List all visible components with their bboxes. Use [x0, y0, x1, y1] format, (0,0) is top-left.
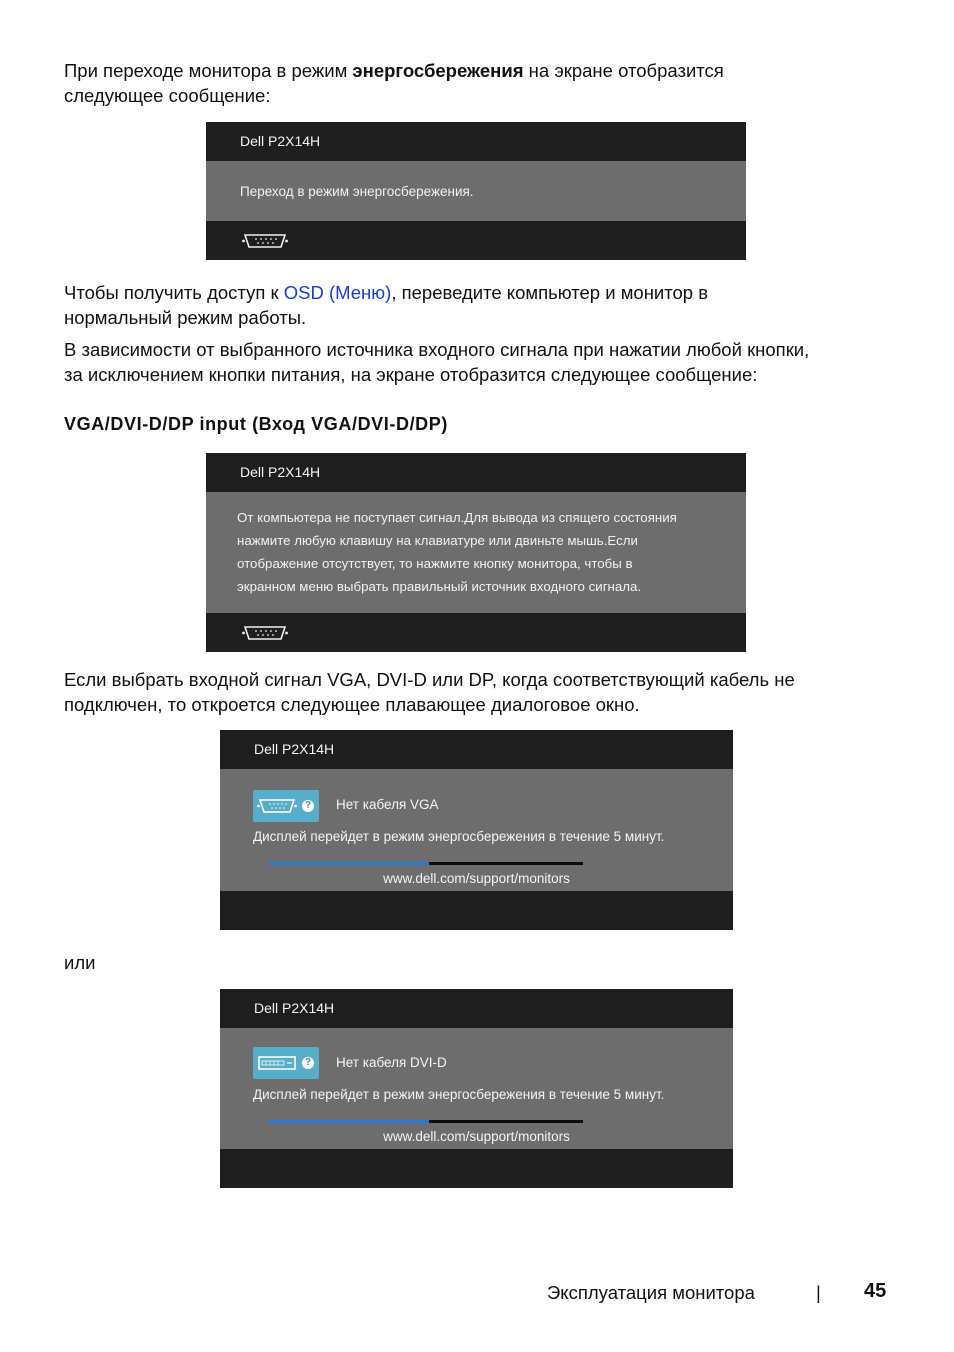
intro-bold-text: энергосбережения	[352, 60, 524, 81]
osd-message: Переход в режим энергосбережения.	[240, 184, 474, 199]
osd-message-line: нажмите любую клавишу на клавиатуре или двиньте мышь.Если	[237, 533, 638, 548]
countdown-progress-fill	[268, 1120, 429, 1123]
osd-footer-bar	[206, 221, 746, 260]
support-url: www.dell.com/support/monitors	[383, 1129, 570, 1144]
osd-no-dvi-cable-dialog	[220, 989, 733, 1188]
input-source-line1: В зависимости от выбранного источника входного сигнала при нажатии любой кнопки,	[64, 339, 810, 360]
dvi-cable-badge	[253, 1047, 319, 1079]
input-source-line2: за исключением кнопки питания, на экране отобразится следующее сообщение:	[64, 364, 758, 385]
no-cable-label: Нет кабеля VGA	[336, 797, 439, 812]
help-icon[interactable]: ?	[302, 1057, 314, 1069]
osd-footer-bar	[220, 1149, 733, 1188]
no-cable-line1: Если выбрать входной сигнал VGA, DVI-D или DP, когда соответствующий кабель не	[64, 669, 795, 690]
section-heading: VGA/DVI-D/DP input (Вход VGA/DVI-D/DP)	[64, 414, 448, 434]
osd-menu-link[interactable]: OSD (Меню)	[283, 282, 392, 303]
power-save-countdown-message: Дисплей перейдет в режим энергосбережения в течение 5 минут.	[253, 1087, 665, 1102]
osd-no-signal-message	[237, 506, 730, 598]
osd-access-text-line2: нормальный режим работы.	[64, 307, 307, 328]
osd-title: Dell P2X14H	[206, 453, 746, 492]
or-text: или	[64, 952, 96, 973]
osd-message-line: отображение отсутствует, то нажмите кнопку монитора, чтобы в	[237, 556, 633, 571]
intro-text: При переходе монитора в режим	[64, 60, 353, 81]
osd-title: Dell P2X14H	[206, 122, 746, 161]
osd-access-text: Чтобы получить доступ к	[64, 282, 284, 303]
support-url: www.dell.com/support/monitors	[383, 871, 570, 886]
intro-paragraph	[64, 58, 724, 108]
osd-title: Dell P2X14H	[220, 730, 733, 769]
osd-footer-bar	[220, 891, 733, 930]
intro-text-end: на экране отобразится	[523, 60, 724, 81]
dvi-connector-icon	[257, 1054, 297, 1072]
countdown-progress-bar	[268, 1120, 583, 1123]
help-icon[interactable]: ?	[302, 800, 314, 812]
osd-power-save-dialog	[206, 122, 746, 260]
footer-section-title: Эксплуатация монитора	[547, 1282, 755, 1303]
vga-connector-icon	[242, 624, 288, 642]
page-number: 45	[864, 1280, 887, 1302]
osd-message-line: От компьютера не поступает сигнал.Для вывода из спящего состояния	[237, 510, 677, 525]
osd-title: Dell P2X14H	[220, 989, 733, 1028]
no-cable-paragraph	[64, 667, 795, 717]
intro-text-line2: следующее сообщение:	[64, 85, 271, 106]
input-source-paragraph	[64, 337, 809, 387]
osd-access-paragraph	[64, 280, 708, 330]
osd-no-signal-dialog	[206, 453, 746, 652]
no-cable-label: Нет кабеля DVI-D	[336, 1055, 447, 1070]
osd-no-vga-cable-dialog	[220, 730, 733, 930]
vga-connector-icon	[257, 797, 297, 815]
power-save-countdown-message: Дисплей перейдет в режим энергосбережения в течение 5 минут.	[253, 829, 665, 844]
osd-message-line: экранном меню выбрать правильный источник входного сигнала.	[237, 579, 642, 594]
footer-separator: |	[816, 1282, 821, 1303]
no-cable-line2: подключен, то откроется следующее плавающее диалоговое окно.	[64, 694, 640, 715]
countdown-progress-bar	[268, 862, 583, 865]
osd-access-text-end: , переведите компьютер и монитор в	[391, 282, 709, 303]
vga-connector-icon	[242, 232, 288, 250]
osd-footer-bar	[206, 613, 746, 652]
vga-cable-badge	[253, 790, 319, 822]
countdown-progress-fill	[268, 862, 429, 865]
